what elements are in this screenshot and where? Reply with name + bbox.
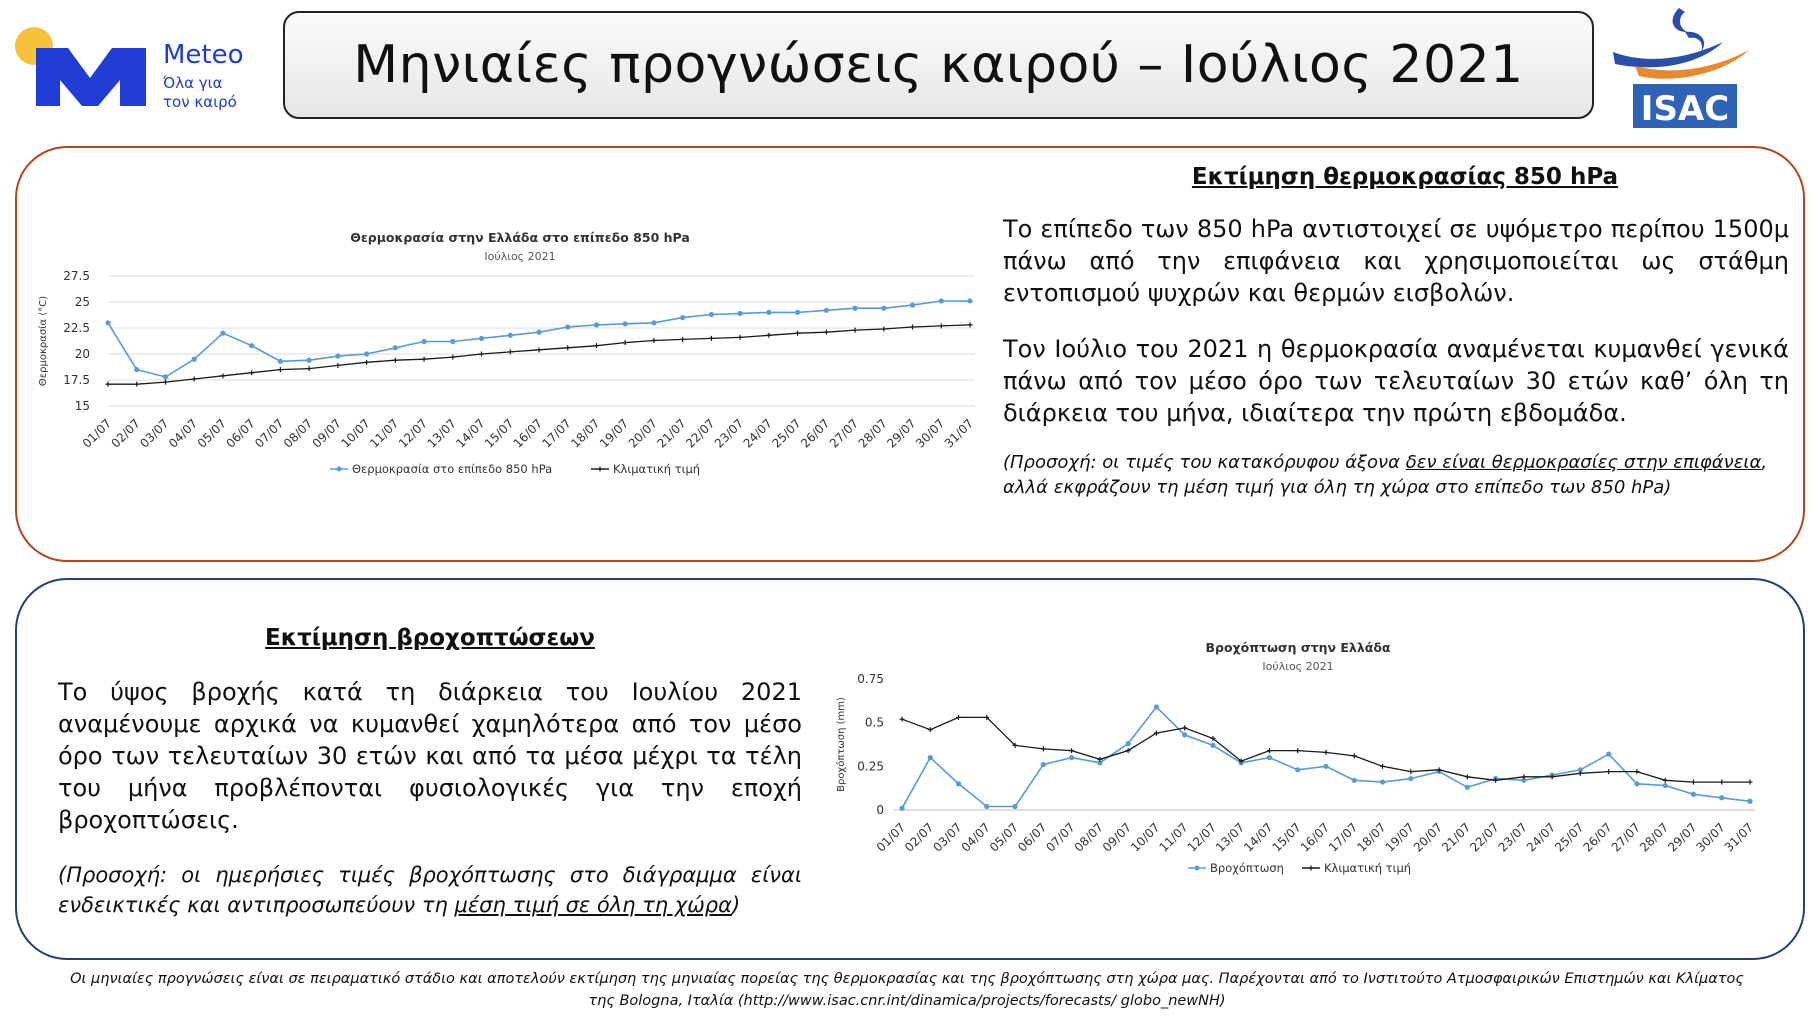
data-point xyxy=(307,366,312,371)
data-point xyxy=(928,755,933,760)
data-point xyxy=(278,367,283,372)
x-tick-label: 04/07 xyxy=(958,820,993,855)
data-point xyxy=(939,298,944,303)
x-tick-label: 11/07 xyxy=(1156,820,1191,855)
data-point xyxy=(1267,755,1272,760)
series-line-forecast xyxy=(108,301,970,377)
x-tick-label: 05/07 xyxy=(194,416,230,451)
legend-marker xyxy=(598,467,603,472)
x-tick-label: 18/07 xyxy=(1354,820,1389,855)
data-point xyxy=(1323,764,1328,769)
data-point xyxy=(984,804,989,809)
x-tick-label: 31/07 xyxy=(941,416,977,451)
series-line-climate xyxy=(902,717,1750,782)
data-point xyxy=(709,312,714,317)
legend-marker xyxy=(1195,866,1200,871)
data-point xyxy=(852,306,857,311)
x-tick-label: 09/07 xyxy=(1099,820,1135,855)
data-point xyxy=(105,320,110,325)
x-tick-label: 04/07 xyxy=(165,416,201,451)
data-point xyxy=(249,370,254,375)
chart-title: Θερμοκρασία στην Ελλάδα στο επίπεδο 850 hPa xyxy=(350,230,690,245)
x-tick-label: 31/07 xyxy=(1721,820,1757,855)
data-point xyxy=(393,358,398,363)
isac-swirl-icon xyxy=(1613,42,1723,67)
x-tick-label: 08/07 xyxy=(1071,820,1106,855)
x-tick-label: 22/07 xyxy=(683,416,718,451)
series-line-forecast xyxy=(902,707,1750,808)
x-tick-label: 11/07 xyxy=(367,416,402,451)
data-point xyxy=(1154,704,1159,709)
data-point xyxy=(1380,779,1385,784)
data-point xyxy=(1012,804,1017,809)
y-tick-label: 17.5 xyxy=(63,373,90,387)
x-tick-label: 08/07 xyxy=(280,416,316,451)
x-tick-label: 21/07 xyxy=(654,416,689,451)
y-tick-label: 0.25 xyxy=(857,759,884,774)
data-point xyxy=(278,359,283,364)
data-point xyxy=(364,351,369,356)
x-tick-label: 06/07 xyxy=(1015,820,1050,855)
temperature-heading: Εκτίμηση θερμοκρασίας 850 hPa xyxy=(1191,164,1619,190)
legend-label: Κλιματική τιμή xyxy=(613,462,701,476)
data-point xyxy=(1295,748,1300,753)
data-point xyxy=(956,781,961,786)
data-point xyxy=(651,338,656,343)
meteo-brand-text: Meteo xyxy=(163,40,244,70)
data-point xyxy=(134,382,139,387)
x-tick-label: 30/07 xyxy=(913,416,948,451)
x-tick-label: 06/07 xyxy=(223,416,258,451)
x-tick-label: 16/07 xyxy=(1297,820,1333,855)
x-tick-label: 19/07 xyxy=(1382,820,1417,855)
x-tick-label: 27/07 xyxy=(826,416,862,451)
data-point xyxy=(1069,748,1074,753)
data-point xyxy=(967,298,972,303)
data-point xyxy=(220,331,225,336)
x-tick-label: 14/07 xyxy=(453,416,488,451)
x-tick-label: 23/07 xyxy=(1495,820,1530,855)
data-point xyxy=(192,376,197,381)
data-point xyxy=(421,339,426,344)
data-point xyxy=(1267,748,1272,753)
data-point xyxy=(565,345,570,350)
data-point xyxy=(220,373,225,378)
data-point xyxy=(1465,785,1470,790)
x-tick-label: 17/07 xyxy=(539,416,574,451)
data-point xyxy=(1719,780,1724,785)
data-point xyxy=(899,806,904,811)
data-point xyxy=(1606,769,1611,774)
y-axis-label: Βροχόπτωση (mm) xyxy=(836,697,847,792)
data-point xyxy=(1069,755,1074,760)
x-tick-label: 03/07 xyxy=(930,820,965,855)
data-point xyxy=(594,343,599,348)
x-tick-label: 01/07 xyxy=(873,820,909,855)
data-point xyxy=(106,382,111,387)
x-tick-label: 30/07 xyxy=(1693,820,1728,855)
x-tick-label: 12/07 xyxy=(395,416,431,451)
x-tick-label: 29/07 xyxy=(884,416,919,451)
data-point xyxy=(450,355,455,360)
data-point xyxy=(1748,780,1753,785)
rainfall-chart xyxy=(830,632,1790,894)
data-point xyxy=(651,320,656,325)
data-point xyxy=(422,357,427,362)
chart-subtitle: Ιούλιος 2021 xyxy=(484,250,556,263)
data-point xyxy=(508,333,513,338)
data-point xyxy=(1691,780,1696,785)
data-point xyxy=(1041,762,1046,767)
data-point xyxy=(249,343,254,348)
x-tick-label: 22/07 xyxy=(1467,820,1502,855)
isac-logo xyxy=(1605,2,1755,132)
data-point xyxy=(1352,753,1357,758)
data-point xyxy=(1210,743,1215,748)
rainfall-note-close: ) xyxy=(731,893,741,917)
x-tick-label: 17/07 xyxy=(1326,820,1361,855)
data-point xyxy=(393,345,398,350)
data-point xyxy=(479,336,484,341)
x-tick-label: 07/07 xyxy=(252,416,287,451)
data-point xyxy=(307,358,312,363)
data-point xyxy=(766,310,771,315)
x-tick-label: 26/07 xyxy=(798,416,833,451)
data-point xyxy=(1324,750,1329,755)
temperature-note-comma: , xyxy=(1761,452,1768,473)
x-tick-label: 03/07 xyxy=(137,416,172,451)
data-point xyxy=(824,308,829,313)
y-tick-label: 25 xyxy=(74,295,90,309)
data-point xyxy=(1126,741,1131,746)
data-point xyxy=(1295,767,1300,772)
chart-title: Βροχόπτωση στην Ελλάδα xyxy=(1205,640,1391,655)
data-point xyxy=(1663,778,1668,783)
data-point xyxy=(1634,769,1639,774)
data-point xyxy=(364,360,369,365)
rainfall-note xyxy=(58,860,802,920)
temperature-paragraph-2: Τον Ιούλιο του 2021 η θερμοκρασία αναμένεται κυμανθεί γενικά πάνω από τον μέσο όρο των τελευταίων 30 ετών καθ’ όλη τη διάρκεια του μήνα, ιδιαίτερα την πρώτη εβδομάδα. xyxy=(1003,335,1789,427)
y-axis-label: Θερμοκρασία (°C) xyxy=(38,295,49,387)
data-point xyxy=(1408,769,1413,774)
y-tick-label: 20 xyxy=(74,347,90,361)
data-point xyxy=(928,727,933,732)
legend-marker xyxy=(337,467,342,472)
x-tick-label: 19/07 xyxy=(596,416,632,451)
x-tick-label: 05/07 xyxy=(986,820,1022,855)
data-point xyxy=(680,337,685,342)
data-point xyxy=(956,715,961,720)
data-point xyxy=(623,321,628,326)
x-tick-label: 28/07 xyxy=(855,416,890,451)
x-tick-label: 25/07 xyxy=(1552,820,1587,855)
x-tick-label: 14/07 xyxy=(1241,820,1276,855)
data-point xyxy=(1719,795,1724,800)
x-tick-label: 10/07 xyxy=(338,416,373,451)
data-point xyxy=(450,339,455,344)
data-point xyxy=(1663,783,1668,788)
x-tick-label: 13/07 xyxy=(424,416,459,451)
legend-marker xyxy=(1309,866,1314,871)
x-tick-label: 26/07 xyxy=(1580,820,1615,855)
legend-label: Θερμοκρασία στο επίπεδο 850 hPa xyxy=(352,462,553,476)
data-point xyxy=(1606,752,1611,757)
data-point xyxy=(824,330,829,335)
title-box xyxy=(283,11,1594,119)
data-point xyxy=(910,303,915,308)
data-point xyxy=(738,311,743,316)
data-point xyxy=(881,327,886,332)
footer-line-1: Οι μηνιαίες προγνώσεις είναι σε πειραματικό στάδιο και αποτελούν εκτίμηση της μηνιαίας πορείας της θερμοκρασίας και της βροχόπτωσης στη χώρα μας. Παρέχονται από το Ινστιτούτο Ατμοσφαιρικών Επιστημών και Κλίματος xyxy=(70,971,1744,987)
data-point xyxy=(1182,732,1187,737)
data-point xyxy=(335,353,340,358)
rainfall-note-part1: (Προσοχή: οι ημερήσιες τιμές βροχόπτωσης στο διάγραμμα είναι ενδεικτικές και αντιπροσωπεύουν τη xyxy=(58,863,802,917)
meteo-logo xyxy=(8,18,268,118)
temperature-note-part2: αλλά εκφράζουν τη μέση τιμή για όλη τη χώρα στο επίπεδο των 850 hPa) xyxy=(1003,477,1672,498)
data-point xyxy=(335,363,340,368)
data-point xyxy=(1747,799,1752,804)
legend-label: Κλιματική τιμή xyxy=(1324,861,1412,875)
temperature-note-part1: (Προσοχή: οι τιμές του κατακόρυφου άξονα xyxy=(1003,452,1406,473)
data-point xyxy=(134,367,139,372)
y-tick-label: 15 xyxy=(74,399,90,413)
x-tick-label: 21/07 xyxy=(1439,820,1474,855)
x-tick-label: 18/07 xyxy=(568,416,603,451)
y-tick-label: 22.5 xyxy=(63,321,90,335)
data-point xyxy=(1041,746,1046,751)
data-point xyxy=(738,335,743,340)
x-tick-label: 29/07 xyxy=(1665,820,1700,855)
data-point xyxy=(968,322,973,327)
legend-label: Βροχόπτωση xyxy=(1210,861,1284,875)
temperature-note xyxy=(1003,450,1803,500)
x-tick-label: 15/07 xyxy=(482,416,517,451)
data-point xyxy=(594,322,599,327)
y-tick-label: 0 xyxy=(876,803,884,817)
x-tick-label: 15/07 xyxy=(1269,820,1304,855)
data-point xyxy=(479,352,484,357)
x-tick-label: 23/07 xyxy=(711,416,747,451)
data-point xyxy=(623,340,628,345)
y-tick-label: 0.5 xyxy=(864,715,884,730)
x-tick-label: 27/07 xyxy=(1608,820,1644,855)
x-tick-label: 24/07 xyxy=(740,416,775,451)
y-tick-label: 0.75 xyxy=(857,672,884,686)
rainfall-heading: Εκτίμηση βροχοπτώσεων xyxy=(265,625,595,651)
data-point xyxy=(795,331,800,336)
temperature-chart xyxy=(30,222,990,482)
data-point xyxy=(881,306,886,311)
x-tick-label: 07/07 xyxy=(1043,820,1078,855)
x-tick-label: 02/07 xyxy=(902,820,937,855)
y-tick-label: 27.5 xyxy=(63,269,90,283)
data-point xyxy=(1634,781,1639,786)
data-point xyxy=(709,336,714,341)
x-tick-label: 20/07 xyxy=(1410,820,1446,855)
x-tick-label: 25/07 xyxy=(769,416,804,451)
data-point xyxy=(1465,774,1470,779)
rainfall-note-emphasis: μέση τιμή σε όλη τη χώρα xyxy=(454,893,732,917)
x-tick-label: 24/07 xyxy=(1523,820,1559,855)
temperature-note-emphasis: δεν είναι θερμοκρασίες στην επιφάνεια xyxy=(1405,452,1762,473)
data-point xyxy=(795,310,800,315)
data-point xyxy=(1182,725,1187,730)
data-point xyxy=(163,374,168,379)
temperature-paragraph-1: Το επίπεδο των 850 hPa αντιστοιχεί σε υψόμετρο περίπου 1500μ πάνω από την επιφάνεια και χρησιμοποιείται ως στάθμη εντοπισμού ψυχρών και θερμών εισβολών. xyxy=(1003,215,1789,307)
x-tick-label: 01/07 xyxy=(79,416,115,451)
chart-subtitle: Ιούλιος 2021 xyxy=(1262,660,1334,673)
x-tick-label: 13/07 xyxy=(1212,820,1248,855)
footer-line-2: της Bologna, Ιταλία (http://www.isac.cnr.int/dinamica/projects/forecasts/ globo_newNH) xyxy=(588,993,1226,1009)
isac-label: ISAC xyxy=(1640,89,1730,129)
x-tick-label: 09/07 xyxy=(309,416,344,451)
data-point xyxy=(1380,764,1385,769)
data-point xyxy=(1408,776,1413,781)
x-tick-label: 12/07 xyxy=(1184,820,1220,855)
data-point xyxy=(766,333,771,338)
data-point xyxy=(537,347,542,352)
data-point xyxy=(192,357,197,362)
x-tick-label: 20/07 xyxy=(625,416,661,451)
data-point xyxy=(1352,778,1357,783)
footer-disclaimer xyxy=(20,968,1794,1012)
data-point xyxy=(1691,792,1696,797)
data-point xyxy=(565,324,570,329)
x-tick-label: 28/07 xyxy=(1636,820,1672,855)
page-title: Μηνιαίες προγνώσεις καιρού – Ιούλιος 2021 xyxy=(353,35,1524,95)
x-tick-label: 10/07 xyxy=(1128,820,1163,855)
data-point xyxy=(536,330,541,335)
meteo-slogan-line2: τον καιρό xyxy=(163,93,237,111)
meteo-m-icon xyxy=(36,48,146,106)
data-point xyxy=(680,315,685,320)
rainfall-paragraph: Το ύψος βροχής κατά τη διάρκεια του Ιουλίου 2021 αναμένουμε αρχικά να κυμανθεί χαμηλότερα από τον μέσο όρο των τελευταίων 30 ετών και από τα μέσα μέχρι τα τέλη του μήνα προβλέπονται φυσιολογικές για την εποχή βροχοπτώσεις. xyxy=(58,678,802,834)
meteo-slogan-line1: Όλα για xyxy=(163,74,223,92)
x-tick-label: 02/07 xyxy=(108,416,143,451)
data-point xyxy=(900,717,905,722)
x-tick-label: 16/07 xyxy=(510,416,546,451)
data-point xyxy=(910,324,915,329)
